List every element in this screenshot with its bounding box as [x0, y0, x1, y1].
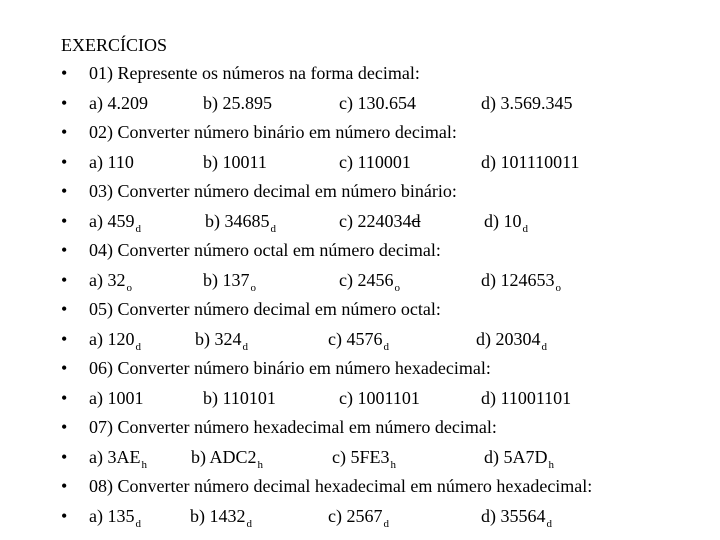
exercise-item [190, 505, 252, 530]
exercise-items-row [0, 446, 720, 471]
exercise-heading [0, 121, 720, 143]
exercise-item-label: a) 459 [89, 210, 135, 231]
exercise-item [481, 92, 573, 114]
exercise-item [205, 210, 276, 235]
bullet-icon: • [61, 387, 68, 408]
exercise-item-label: d) 11001101 [481, 387, 572, 408]
base-subscript: d [135, 222, 141, 235]
exercise-item-label: c) 130.654 [339, 92, 416, 113]
bullet-icon: • [61, 63, 68, 83]
exercise-item [203, 92, 272, 114]
bullet-icon: • [61, 151, 68, 172]
bullet-icon: • [61, 417, 68, 437]
exercise-heading [0, 62, 720, 84]
base-subscript: o [250, 281, 256, 294]
exercise-item-label: a) 110 [89, 151, 134, 172]
base-subscript: o [394, 281, 400, 294]
exercise-item-label: c) 110001 [339, 151, 411, 172]
exercise-item-label: a) 120 [89, 328, 135, 349]
exercise-item [89, 210, 141, 235]
exercise-item [89, 269, 132, 294]
base-subscript: h [390, 458, 396, 471]
exercise-item [481, 269, 561, 294]
base-subscript: d [246, 517, 252, 530]
bullet-icon: • [61, 505, 68, 526]
bullet-icon: • [61, 210, 68, 231]
exercise-heading-text: 07) Converter número hexadecimal em número decimal: [89, 417, 497, 437]
base-subscript: h [257, 458, 264, 471]
exercise-item-label: c) 2456 [339, 269, 394, 290]
base-subscript: o [126, 281, 132, 294]
exercise-item [339, 269, 400, 294]
exercise-item [339, 92, 416, 114]
exercise-item-label: c) 2567 [328, 505, 383, 526]
exercise-item-label: a) 32 [89, 269, 126, 290]
exercise-item [89, 92, 148, 114]
bullet-icon: • [61, 240, 68, 260]
exercise-item-label: a) 1001 [89, 387, 144, 408]
exercise-item [484, 210, 528, 235]
base-subscript: d [522, 222, 528, 235]
exercise-heading [0, 357, 720, 379]
exercise-items-row [0, 328, 720, 353]
exercise-item [89, 505, 141, 530]
exercise-heading [0, 416, 720, 438]
exercise-item-label: c) 224034 [339, 210, 412, 231]
exercise-item [203, 151, 267, 173]
exercise-item [481, 387, 571, 409]
bullet-icon: • [61, 299, 68, 319]
exercise-items-row [0, 387, 720, 409]
exercise-item [339, 151, 411, 173]
exercise-item-label: c) 5FE3 [332, 446, 390, 467]
base-subscript: d [270, 222, 276, 235]
page-title: EXERCÍCIOS [61, 35, 168, 55]
exercise-heading-text: 08) Converter número decimal hexadecimal em número hexadecimal: [89, 476, 593, 496]
exercise-item [89, 151, 134, 173]
bullet-icon: • [61, 328, 68, 349]
exercise-heading-text: 05) Converter número decimal em número octal: [89, 299, 441, 319]
base-subscript: o [555, 281, 561, 294]
bullet-icon: • [61, 122, 68, 142]
exercise-item-label: b) 10011 [203, 151, 267, 172]
exercise-item [484, 446, 554, 471]
exercise-item-label: d) 101110011 [481, 151, 580, 172]
exercise-item-label: d) 3.569.345 [481, 92, 573, 113]
exercise-heading [0, 475, 720, 497]
exercise-item [89, 387, 143, 409]
exercise-item [332, 446, 396, 471]
exercise-item-label: d) 5A7D [484, 446, 548, 467]
exercise-heading-text: 01) Represente os números na forma decimal: [89, 63, 420, 83]
exercise-item-label: d) 124653 [481, 269, 555, 290]
exercise-item-label: b) 137 [203, 269, 250, 290]
base-subscript: d [135, 340, 141, 353]
exercise-heading-text: 06) Converter número binário em número hexadecimal: [89, 358, 491, 378]
bullet-icon: • [61, 92, 68, 113]
exercise-items-row [0, 210, 720, 235]
exercise-item [328, 505, 389, 530]
exercise-item-label: d) 10 [484, 210, 522, 231]
exercise-item [481, 505, 552, 530]
base-subscript: h [548, 458, 554, 471]
exercise-item-label: d) 20304 [476, 328, 541, 349]
exercise-item [476, 328, 547, 353]
exercise-item-label: b) ADC2 [191, 446, 257, 467]
exercise-heading [0, 239, 720, 261]
exercise-heading-text: 04) Converter número octal em número decimal: [89, 240, 441, 260]
exercise-heading-text: 03) Converter número decimal em número binário: [89, 181, 457, 201]
exercise-item [191, 446, 263, 471]
exercise-item-label: b) 34685 [205, 210, 270, 231]
exercise-heading-text: 02) Converter número binário em número decimal: [89, 122, 457, 142]
exercise-item-label: b) 110101 [203, 387, 276, 408]
exercise-items-row [0, 92, 720, 114]
exercise-heading [0, 298, 720, 320]
base-subscript: d [541, 340, 547, 353]
exercise-item [328, 328, 389, 353]
exercise-item-label: b) 1432 [190, 505, 246, 526]
exercise-item-label: a) 4.209 [89, 92, 148, 113]
bullet-icon: • [61, 269, 68, 290]
exercise-item [89, 328, 141, 353]
exercise-item-label: a) 135 [89, 505, 135, 526]
exercise-items-row [0, 151, 720, 173]
exercise-item-label: c) 1001101 [339, 387, 420, 408]
bullet-icon: • [61, 181, 68, 201]
exercise-item-label: b) 25.895 [203, 92, 272, 113]
base-subscript: d [383, 340, 389, 353]
base-subscript: h [141, 458, 147, 471]
exercise-items-row [0, 269, 720, 294]
struck-suffix: d [411, 210, 421, 231]
exercise-item [481, 151, 580, 173]
bullet-icon: • [61, 358, 68, 378]
exercise-item-label: a) 3AE [89, 446, 141, 467]
exercise-item-label: c) 4576 [328, 328, 383, 349]
base-subscript: d [546, 517, 552, 530]
base-subscript: d [383, 517, 389, 530]
exercise-item-label: b) 324 [195, 328, 242, 349]
exercise-item [203, 269, 256, 294]
exercise-heading [0, 180, 720, 202]
exercise-items-row [0, 505, 720, 530]
base-subscript: d [135, 517, 141, 530]
exercise-item-label: d) 35564 [481, 505, 546, 526]
exercise-item [339, 210, 420, 232]
base-subscript: d [242, 340, 248, 353]
bullet-icon: • [61, 476, 68, 496]
exercise-item [89, 446, 147, 471]
bullet-icon: • [61, 446, 68, 467]
exercise-item [195, 328, 248, 353]
exercise-item [339, 387, 420, 409]
exercise-item [203, 387, 276, 409]
